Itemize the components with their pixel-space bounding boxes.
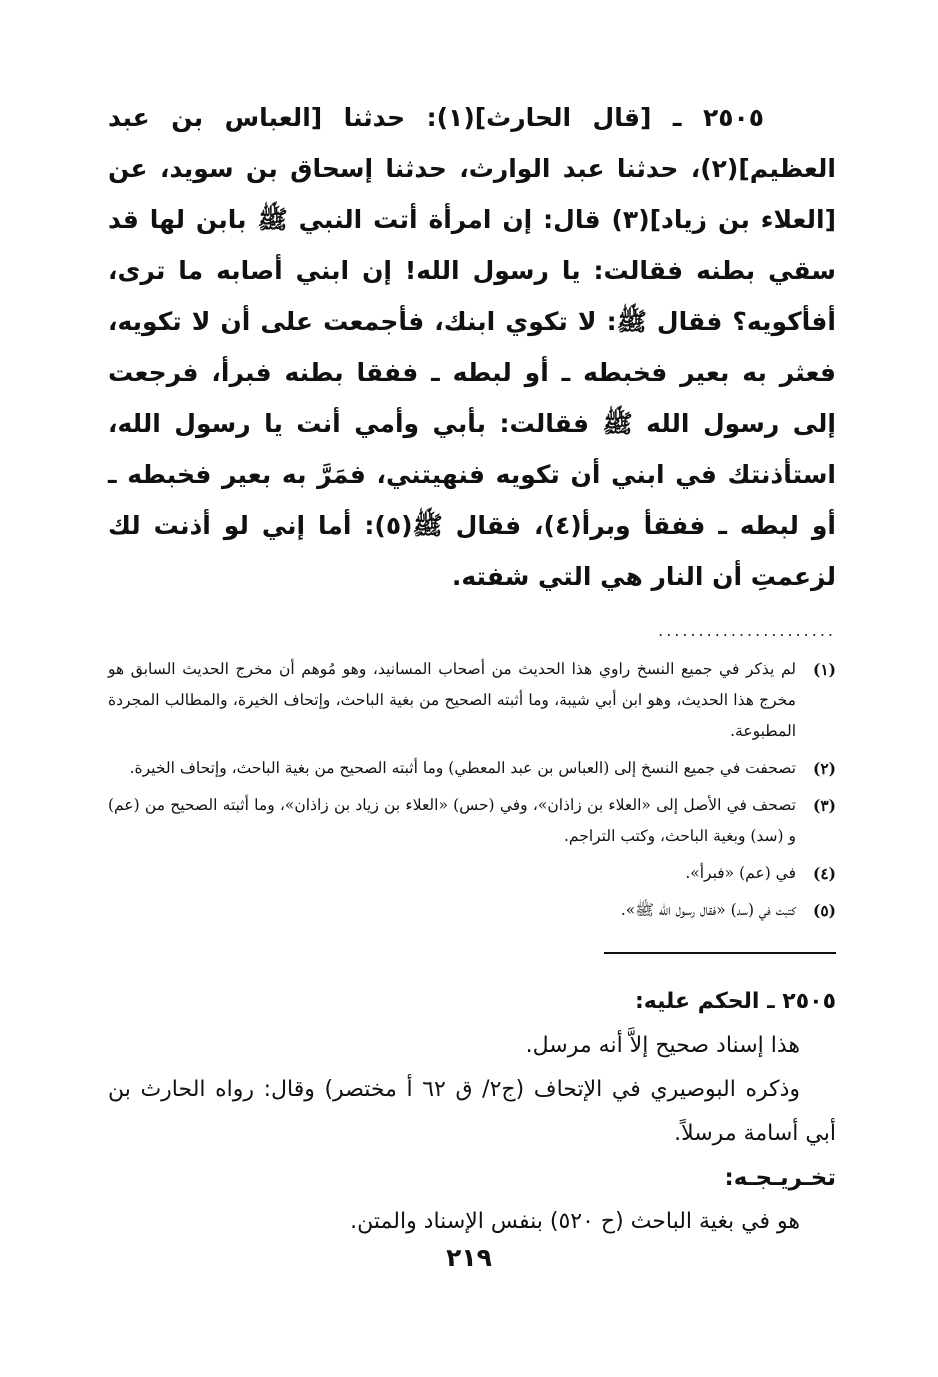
hadith-text bbox=[108, 92, 836, 602]
page-number: ٢١٩ bbox=[446, 1243, 492, 1272]
page-body bbox=[108, 92, 836, 1244]
hadith-paragraph: ٢٥٠٥ ـ [قال الحارث](١): حدثنا [العباس بن عبد العظيم](٢)، حدثنا عبد الوارث، حدثنا إسحاق بن سويد، عن [العلاء بن زياد](٣) قال: إن امرأة أتت النبي ﷺ بابن لها قد سقي بطنه فقالت: يا رسول الله! إن ابني أصابه ما ترى، أفأكويه؟ فقال ﷺ: لا تكوي ابنك، فأجمعت على أن لا تكويه، فعثر به بعير فخبطه ـ أو لبطه ـ ففقا بطنه فبرأ، فرجعت إلى رسول الله ﷺ فقالت: بأبي وأمي أنت يا رسول الله، استأذنتك في ابني أن تكويه فنهيتني، فمَرَّ به بعير فخبطه ـ أو لبطه ـ ففقأ وبرأ(٤)، فقال ﷺ(٥): أما إني لو أذنت لك لزعمتِ أن النار هي التي شفته. bbox=[108, 103, 836, 591]
takhrij-text: هو في بغية الباحث (ح ٥٢٠) بنفس الإسناد والمتن. bbox=[350, 1209, 800, 1234]
ruling-heading: ٢٥٠٥ ـ الحكم عليه: bbox=[634, 989, 836, 1014]
section-divider bbox=[604, 952, 836, 954]
footnote-number: (٣) bbox=[812, 796, 836, 815]
ruling-statement: هذا إسناد صحيح إلاَّ أنه مرسل. bbox=[525, 1033, 800, 1058]
footnote-number: (١) bbox=[812, 660, 836, 679]
footnote-item bbox=[108, 753, 836, 784]
takhrij-heading: تخـريـجـه: bbox=[724, 1165, 836, 1191]
footnotes-list bbox=[108, 654, 836, 926]
footnote-text: لم يذكر في جميع النسخ راوي هذا الحديث من أصحاب المسانيد، وهو مُوهم أن مخرج الحديث السابق هو مخرج هذا الحديث، وهو ابن أبي شيبة، وما أثبته الصحيح من بغية الباحث، وإتحاف الخيرة، والمطالب المجردة المطبوعة. bbox=[108, 660, 796, 740]
ruling-citation: وذكره البوصيري في الإتحاف (ج٢/ ق ٦٢ أ مختصر) وقال: رواه الحارث بن أبي أسامة مرسلاً. bbox=[108, 1077, 836, 1146]
footnote-number: (٢) bbox=[812, 759, 836, 778]
footnote-text: كتبت في (سد) «فقال رسول الله ﷺ». bbox=[620, 901, 796, 919]
ruling-section bbox=[108, 980, 836, 1244]
footnote-number: (٥) bbox=[812, 901, 836, 920]
footnote-text: في (عم) «فبرأ». bbox=[685, 864, 796, 882]
footnote-item bbox=[108, 790, 836, 852]
footnote-text: تصحفت في جميع النسخ إلى (العباس بن عبد المعطي) وما أثبته الصحيح من بغية الباحث، وإتحاف الخيرة. bbox=[129, 759, 796, 777]
footnote-number: (٤) bbox=[812, 864, 836, 883]
footnote-text: تصحف في الأصل إلى «العلاء بن زاذان»، وفي (حس) «العلاء بن زياد بن زاذان»، وما أثبته الصحيح من (عم) و (سد) وبغية الباحث، وكتب التراجم. bbox=[108, 796, 796, 845]
footnote-separator-dots: ...................... bbox=[658, 621, 836, 640]
footnote-item bbox=[108, 858, 836, 889]
footnote-item bbox=[108, 654, 836, 747]
footnote-item bbox=[108, 895, 836, 926]
